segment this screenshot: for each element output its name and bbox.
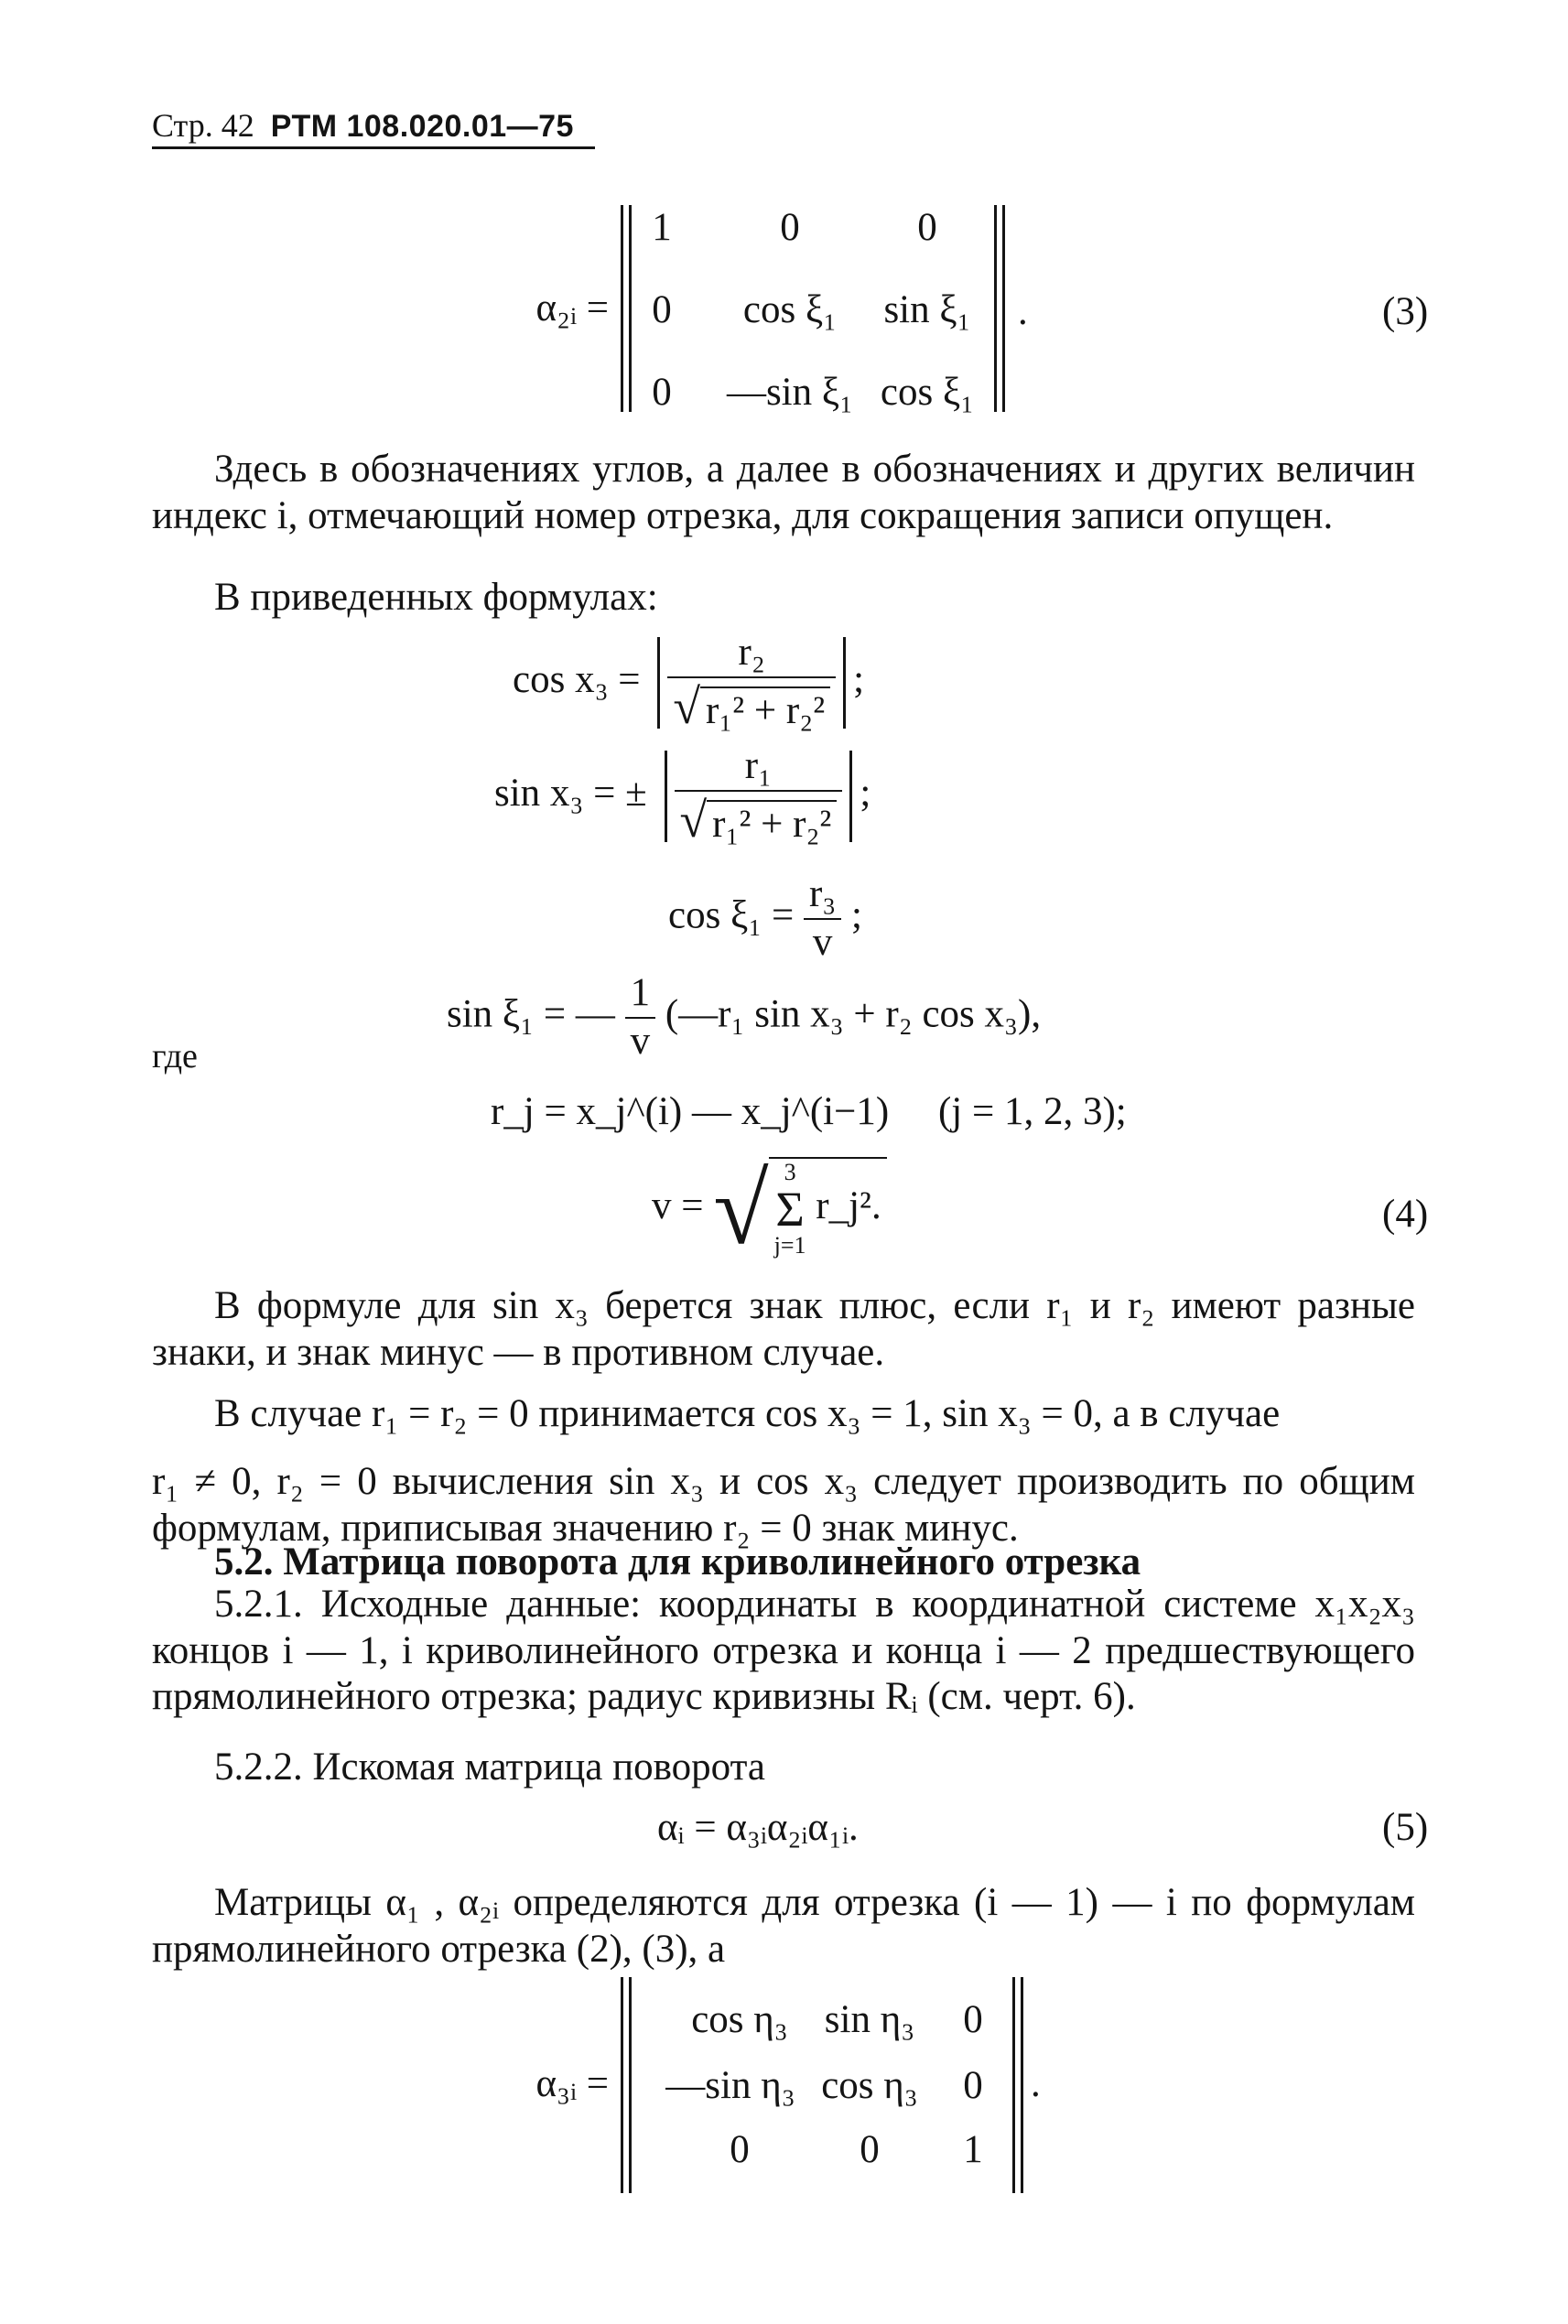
sum-upper-limit: 3	[784, 1159, 796, 1185]
paragraph-5-2-1: 5.2.1. Исходные данные: координаты в координатной системе x₁x₂x₃ концов i — 1, i криволинейного отрезка и конца i — 2 предшествующего прямолинейного отрезка; радиус кривизны Rᵢ (см. черт. 6).	[152, 1583, 1415, 1719]
formula-rj-range: (j = 1, 2, 3);	[937, 1090, 1127, 1133]
eq3-period: .	[1018, 290, 1028, 333]
eq-a3-lhs: α₃ᵢ =	[535, 2062, 609, 2105]
eq-a3-cell: 0	[730, 2128, 750, 2171]
formula-lhs: sin x₃ = ±	[494, 772, 647, 816]
where-label: где	[152, 1037, 198, 1076]
eq3-cell: 0	[917, 206, 937, 249]
page-label: Стр. 42	[152, 107, 254, 144]
formula-lhs: v =	[652, 1184, 704, 1227]
eq-a3-cell: 1	[963, 2128, 983, 2171]
formula-sin-x3: sin x₃ = ± $\frac{\text{r₁}}{\text{√ r₁² + r₂²}}$ ;	[494, 744, 871, 848]
eq-a3-cell: 0	[860, 2128, 880, 2171]
eq-a3-cell: 0	[963, 1998, 983, 2041]
formula-denominator: r₁² + r₂²	[700, 686, 830, 735]
eq-a3-matrix	[621, 1977, 1023, 2193]
page-header	[152, 106, 574, 145]
eq3-cell: cos ξ₁	[742, 288, 838, 331]
formula-cos-xi1	[668, 871, 862, 966]
eq3-cell: —sin ξ₁	[726, 371, 854, 414]
eq3-cell: 1	[652, 206, 672, 249]
section-5-2-title: 5.2. Матрица поворота для криволинейного отрезка	[214, 1540, 1141, 1584]
eq3-cell: cos ξ₁	[880, 371, 975, 414]
formula-numerator: 1	[625, 970, 656, 1019]
eq-a3-cell: sin η₃	[824, 1998, 915, 2041]
paragraph-matrices: Матрицы α₁ , α₂ᵢ определяются для отрезка (i — 1) — i по формулам прямолинейного отрезка (2), (3), а	[152, 1881, 1415, 1971]
formula-denominator: v	[812, 920, 833, 964]
formula-denominator: v	[630, 1019, 651, 1063]
eq-a3-cell: —sin η₃	[665, 2064, 795, 2107]
paragraph-5-2-2: 5.2.2. Искомая матрица поворота	[214, 1746, 765, 1789]
document-code: РТМ 108.020.01—75	[270, 109, 574, 144]
paragraph-indices: Здесь в обозначениях углов, а далее в обозначениях и других величин индекс i, отмечающий номер отрезка, для сокращения записи опущен.	[152, 448, 1415, 537]
paragraph-formulas-intro: В приведенных формулах:	[214, 576, 658, 619]
formula-lhs: cos ξ₁ =	[668, 893, 795, 937]
formula-numerator: r₂	[667, 630, 836, 678]
eq5-number: (5)	[1382, 1806, 1429, 1849]
formula-rj	[491, 1089, 1127, 1136]
formula-lhs: cos x₃ =	[513, 658, 641, 702]
paragraph-case-line1: В случае r₁ = r₂ = 0 принимается cos x₃ = 1, sin x₃ = 0, а в случае	[214, 1392, 1281, 1435]
formula-lhs: sin ξ₁ = —	[447, 992, 615, 1036]
formula-numerator: r₁	[675, 743, 843, 792]
sum-lower-limit: j=1	[773, 1232, 806, 1259]
header-rule	[152, 146, 595, 149]
paragraph-case-rest: r₁ ≠ 0, r₂ = 0 вычисления sin x₃ и cos x₃ следует производить по общим формулам, приписывая значению r₂ = 0 знак минус.	[152, 1460, 1415, 1550]
eq3-lhs: α₂ᵢ =	[535, 286, 609, 330]
formula-numerator: r₃	[804, 871, 841, 920]
eq3-number: (3)	[1382, 290, 1429, 333]
formula-tail: ;	[853, 658, 865, 702]
formula-cos-x3: cos x₃ = $\frac{\text{r₂}}{\text{√ r₁² + r₂²}}$ ;	[513, 631, 865, 734]
eq-a3-cell: cos η₃	[691, 1998, 788, 2041]
eq4-number: (4)	[1382, 1193, 1429, 1236]
eq3-cell: 0	[652, 288, 672, 331]
paragraph-sign: В формуле для sin x₃ берется знак плюс, если r₁ и r₂ имеют разные знаки, и знак минус — в противном случае.	[152, 1284, 1415, 1374]
sum-term: r_j².	[816, 1184, 881, 1227]
eq3-cell: sin ξ₁	[883, 288, 971, 331]
eq3-cell: 0	[652, 371, 672, 414]
eq-a3-cell: 0	[963, 2064, 983, 2107]
formula-rj-definition: r_j = x_j^(i) — x_j^(i−1)	[491, 1090, 890, 1133]
eq-a3-period: .	[1031, 2062, 1041, 2105]
formula-sin-xi1	[447, 970, 1041, 1065]
eq-a3-cell: cos η₃	[821, 2064, 918, 2107]
eq5-formula: αᵢ = α₃ᵢα₂ᵢα₁ᵢ.	[657, 1806, 859, 1849]
eq3-cell: 0	[780, 206, 800, 249]
formula-denominator: r₁² + r₂²	[707, 800, 837, 849]
eq3-matrix	[621, 205, 1005, 412]
formula-rhs: (—r₁ sin x₃ + r₂ cos x₃),	[665, 992, 1042, 1036]
formula-tail: ;	[860, 772, 871, 816]
formula-v: v = √ 3 Σ j=1 r_j².	[652, 1157, 887, 1259]
formula-tail: ;	[851, 893, 862, 937]
